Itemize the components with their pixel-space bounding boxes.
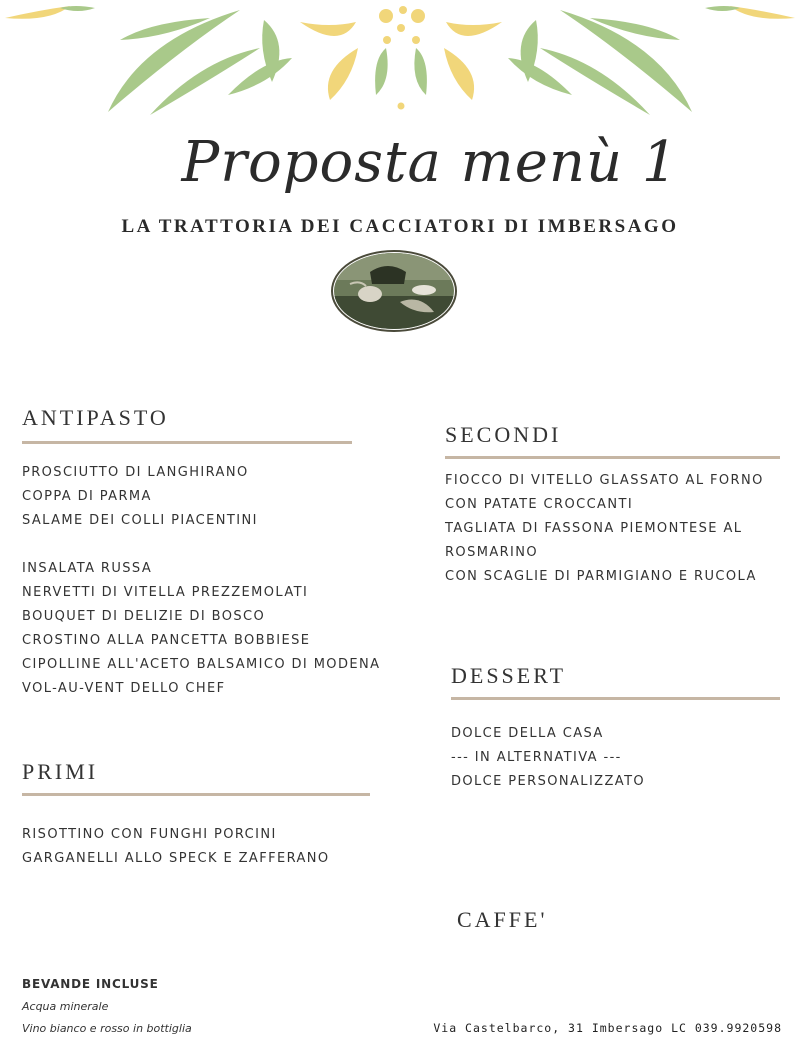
- floral-decoration: [0, 0, 800, 120]
- antipasto-list: [22, 461, 380, 701]
- list-spacer: [22, 533, 380, 557]
- menu-title: Proposta menù 1: [181, 130, 679, 195]
- list-item: DOLCE PERSONALIZZATO: [451, 774, 646, 789]
- list-item: DOLCE DELLA CASA: [451, 726, 604, 741]
- antipasto-heading: ANTIPASTO: [22, 405, 169, 430]
- antipasto-divider: [22, 441, 352, 444]
- secondi-divider: [445, 456, 780, 459]
- footer-address: Via Castelbarco, 31 Imbersago LC 039.9920598: [433, 1021, 782, 1035]
- secondi-list: [445, 469, 764, 589]
- secondi-heading: SECONDI: [445, 422, 562, 447]
- list-item: CON SCAGLIE DI PARMIGIANO E RUCOLA: [445, 569, 757, 584]
- list-item: --- IN ALTERNATIVA ---: [451, 750, 622, 765]
- caffe-heading: CAFFE': [457, 907, 548, 932]
- beverages-heading: BEVANDE INCLUSE: [22, 977, 159, 991]
- beverage-item: Vino bianco e rosso in bottiglia: [22, 1022, 192, 1035]
- dessert-heading: DESSERT: [451, 663, 567, 688]
- list-item: CON PATATE CROCCANTI: [445, 497, 634, 512]
- list-item: ROSMARINO: [445, 545, 539, 560]
- list-item: INSALATA RUSSA: [22, 561, 153, 576]
- list-item: BOUQUET DI DELIZIE DI BOSCO: [22, 609, 266, 624]
- dessert-divider: [451, 697, 780, 700]
- list-item: NERVETTI DI VITELLA PREZZEMOLATI: [22, 585, 309, 600]
- list-item: COPPA DI PARMA: [22, 489, 152, 504]
- primi-heading: PRIMI: [22, 759, 99, 784]
- list-item: PROSCIUTTO DI LANGHIRANO: [22, 465, 249, 480]
- dessert-list: [451, 722, 645, 794]
- list-item: CROSTINO ALLA PANCETTA BOBBIESE: [22, 633, 311, 648]
- list-item: VOL-AU-VENT DELLO CHEF: [22, 681, 226, 696]
- primi-divider: [22, 793, 370, 796]
- list-item: TAGLIATA DI FASSONA PIEMONTESE AL: [445, 521, 743, 536]
- list-item: SALAME DEI COLLI PIACENTINI: [22, 513, 258, 528]
- list-item: CIPOLLINE ALL'ACETO BALSAMICO DI MODENA: [22, 657, 381, 672]
- primi-list: [22, 823, 330, 871]
- list-item: GARGANELLI ALLO SPECK E ZAFFERANO: [22, 851, 330, 866]
- list-item: FIOCCO DI VITELLO GLASSATO AL FORNO: [445, 473, 764, 488]
- restaurant-name: LA TRATTORIA DEI CACCIATORI DI IMBERSAGO: [121, 216, 679, 237]
- list-item: RISOTTINO CON FUNGHI PORCINI: [22, 827, 277, 842]
- beverage-item: Acqua minerale: [22, 1000, 109, 1013]
- restaurant-logo: [330, 250, 458, 332]
